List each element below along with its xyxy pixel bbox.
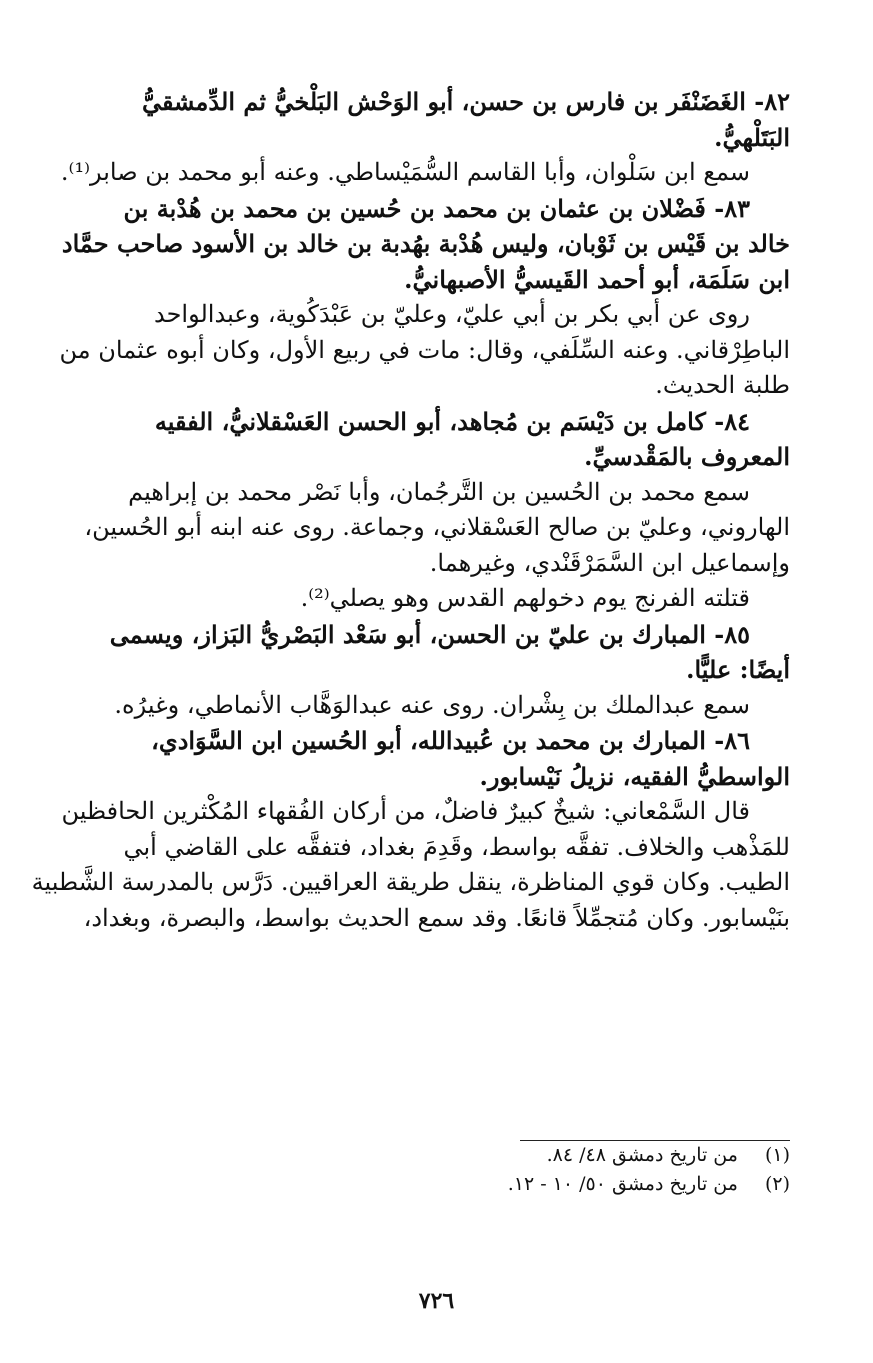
entry-84: [40, 404, 790, 617]
entry-heading-line: خالد بن قَيْس بن ثَوْبان، وليس هُدْبة بهُدبة بن خالد بن الأسود صاحب حمَّاد: [61, 229, 790, 258]
entry-heading-line: ٨٤- كامل بن دَيْسَم بن مُجاهد، أبو الحسن العَسْقلانيُّ، الفقيه: [154, 406, 750, 436]
entry-86: [31, 723, 790, 936]
entry-85: [40, 617, 790, 724]
entry-82: [40, 84, 790, 191]
entry-body-line: سمع عبدالملك بن بِشْران. روى عنه عبدالوَهَّاب الأنماطي، وغيرُه.: [114, 690, 750, 719]
entry-heading-line: ٨٢- الغَضَنْفَر بن فارس بن حسن، أبو الوَحْش البَلْخيُّ ثم الدِّمشقيُّ: [142, 87, 790, 116]
entry-body-line: الطيب. وكان قوي المناظرة، ينقل طريقة العراقيين. دَرَّس بالمدرسة الشَّطبية: [31, 868, 790, 896]
entry-body-line: بنَيْسابور. وكان مُتجمِّلاً قانعًا. وقد سمع الحديث بواسط، والبصرة، وبغداد،: [83, 903, 790, 932]
entry-heading-line: الواسطيُّ الفقيه، نزيلُ نَيْسابور.: [479, 761, 790, 791]
entry-heading-line: ٨٣- فَضْلان بن عثمان بن محمد بن حُسين بن محمد بن هُدْبة بن: [123, 193, 750, 223]
footnote-number: (١): [764, 1144, 790, 1166]
entry-body-line: روى عن أبي بكر بن أبي عليّ، وعليّ بن عَبْدَكُوية، وعبدالواحد: [153, 300, 750, 328]
entry-heading-line: البَتَلْهيُّ.: [714, 122, 790, 152]
entry-body-line: قتلته الفرنج يوم دخولهم القدس وهو يصلي⁽²⁾.: [300, 584, 750, 612]
entry-heading-line: ٨٦- المبارك بن محمد بن عُبيدالله، أبو الحُسين ابن السَّوَادي،: [151, 726, 750, 755]
entry-body-line: سمع ابن سَلْوان، وأبا القاسم السُّمَيْساطي. وعنه أبو محمد بن صابر⁽¹⁾.: [60, 158, 750, 186]
entry-heading-line: ٨٥- المبارك بن عليّ بن الحسن، أبو سَعْد البَصْريُّ البَزاز، ويسمى: [109, 619, 750, 649]
main-text: [31, 84, 790, 936]
footnote-number: (٢): [764, 1173, 790, 1195]
entry-heading-line: المعروف بالمَقْدسيِّ.: [584, 442, 790, 471]
footnote-text: من تاريخ دمشق ٥٠/ ١٠ - ١٢.: [507, 1173, 738, 1195]
entry-body-line: قال السَّمْعاني: شيخٌ كبيرٌ فاضلٌ، من أركان الفُقهاء المُكْثرين الحافظين: [61, 797, 750, 825]
entry-83: [40, 191, 790, 404]
entry-heading-line: أيضًا: عليًّا.: [686, 655, 790, 684]
entry-body-line: سمع محمد بن الحُسين بن التَّرجُمان، وأبا نَصْر محمد بن إبراهيم: [128, 477, 750, 506]
entry-body-line: وإسماعيل ابن السَّمَرْقَنْدي، وغيرهما.: [429, 548, 790, 577]
footnote-text: من تاريخ دمشق ٤٨/ ٨٤.: [546, 1144, 738, 1166]
page-number: ٧٢٦: [418, 1288, 455, 1314]
entry-body-line: طلبة الحديث.: [655, 371, 790, 399]
footnotes: [40, 1140, 790, 1199]
entry-body-line: للمَذْهب والخلاف. تفقَّه بواسط، وقَدِمَ بغداد، فتفقَّه على القاضي أبي: [123, 832, 790, 861]
entry-body-line: الهاروني، وعليّ بن صالح العَسْقلاني، وجماعة. روى عنه ابنه أبو الحُسين،: [84, 513, 790, 541]
footnote: [40, 1170, 790, 1199]
footnote: [40, 1141, 790, 1170]
entry-heading-line: ابن سَلَمَة، أبو أحمد القَيسيُّ الأصبهانيُّ.: [404, 264, 790, 294]
entry-body-line: الباطِرْقاني. وعنه السِّلَفي، وقال: مات في ربيع الأول، وكان أبوه عثمان من: [59, 335, 790, 364]
